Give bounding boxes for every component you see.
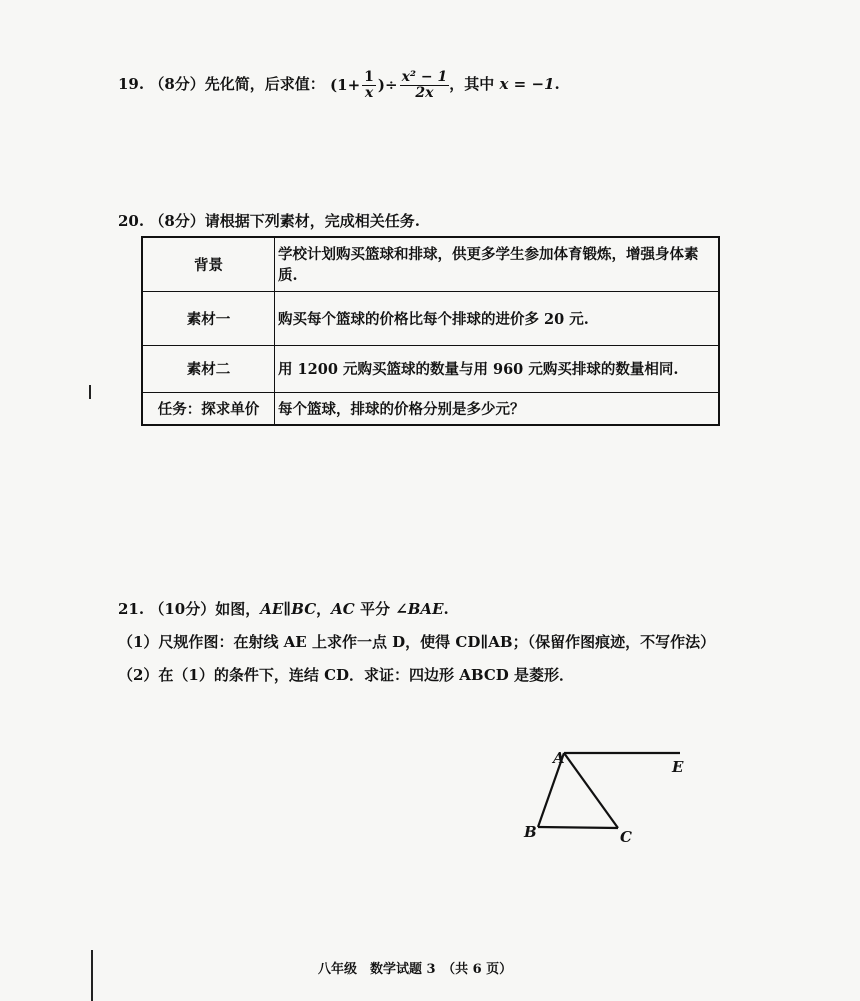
paren-open: (1+ (330, 76, 361, 95)
angle-expression: ∠BAE (395, 600, 444, 618)
fraction-x2-minus-1-over-2x (400, 70, 450, 100)
question-number: 19. (118, 75, 145, 94)
question-number: 20. (118, 212, 145, 230)
label-e: E (672, 758, 684, 776)
segment-expression: AC (331, 600, 355, 618)
material-table (141, 236, 720, 426)
row-content: 学校计划购买篮球和排球，供更多学生参加体育锻炼，增强身体素质. (275, 237, 720, 291)
geometry-figure (515, 740, 715, 860)
condition-expression: x = −1 (499, 75, 555, 94)
table-row (142, 291, 719, 345)
table-row (142, 392, 719, 425)
question-text: 平分 (354, 600, 396, 618)
table-row (142, 345, 719, 392)
label-c: C (620, 828, 632, 846)
fraction-numerator: 1 (364, 69, 374, 85)
question-score: （8分） (149, 212, 205, 230)
fraction-numerator: x² − 1 (401, 69, 448, 85)
table-row (142, 237, 719, 291)
question-number: 21. (118, 600, 145, 618)
row-content: 每个篮球，排球的价格分别是多少元？ (275, 392, 720, 425)
page-footer: 八年级 数学试题 3 （共 6 页） (318, 962, 513, 977)
row-content: 用 1200 元购买篮球的数量与用 960 元购买排球的数量相同. (275, 345, 720, 392)
segment-bc (538, 827, 618, 828)
question-text: 请根据下列素材，完成相关任务. (204, 212, 421, 230)
question-text: . (443, 600, 449, 618)
question-19 (118, 70, 560, 100)
question-21 (118, 598, 449, 619)
segment-ac (564, 753, 618, 828)
fraction-denominator: 2x (415, 84, 434, 101)
row-label: 背景 (142, 237, 275, 291)
question-score: （10分） (149, 600, 216, 618)
condition-end: . (554, 75, 560, 94)
question-text: ， (316, 600, 332, 618)
paren-close-divide: )÷ (377, 76, 398, 95)
label-b: B (524, 823, 537, 841)
question-21-part-2: （2）在（1）的条件下，连结 CD．求证：四边形 ABCD 是菱形． (118, 666, 575, 684)
question-text: 先化简，后求值： (204, 75, 325, 94)
row-label: 素材二 (142, 345, 275, 392)
scan-edge-mark (91, 950, 93, 1001)
parallel-expression: AE∥BC (260, 600, 317, 618)
condition-prefix: ，其中 (449, 75, 500, 94)
question-text: 如图， (215, 600, 261, 618)
math-expression (330, 70, 449, 100)
question-21-part-1: （1）尺规作图：在射线 AE 上求作一点 D，使得 CD∥AB；（保留作图痕迹，不写作法） (118, 633, 716, 651)
row-label: 任务：探求单价 (142, 392, 275, 425)
fraction-denominator: x (364, 84, 374, 101)
scan-edge-mark (89, 385, 91, 399)
label-a: A (553, 749, 565, 767)
row-content: 购买每个篮球的价格比每个排球的进价多 20 元. (275, 291, 720, 345)
fraction-one-over-x (362, 70, 376, 100)
question-20 (118, 210, 420, 231)
question-score: （8分） (149, 75, 205, 94)
row-label: 素材一 (142, 291, 275, 345)
